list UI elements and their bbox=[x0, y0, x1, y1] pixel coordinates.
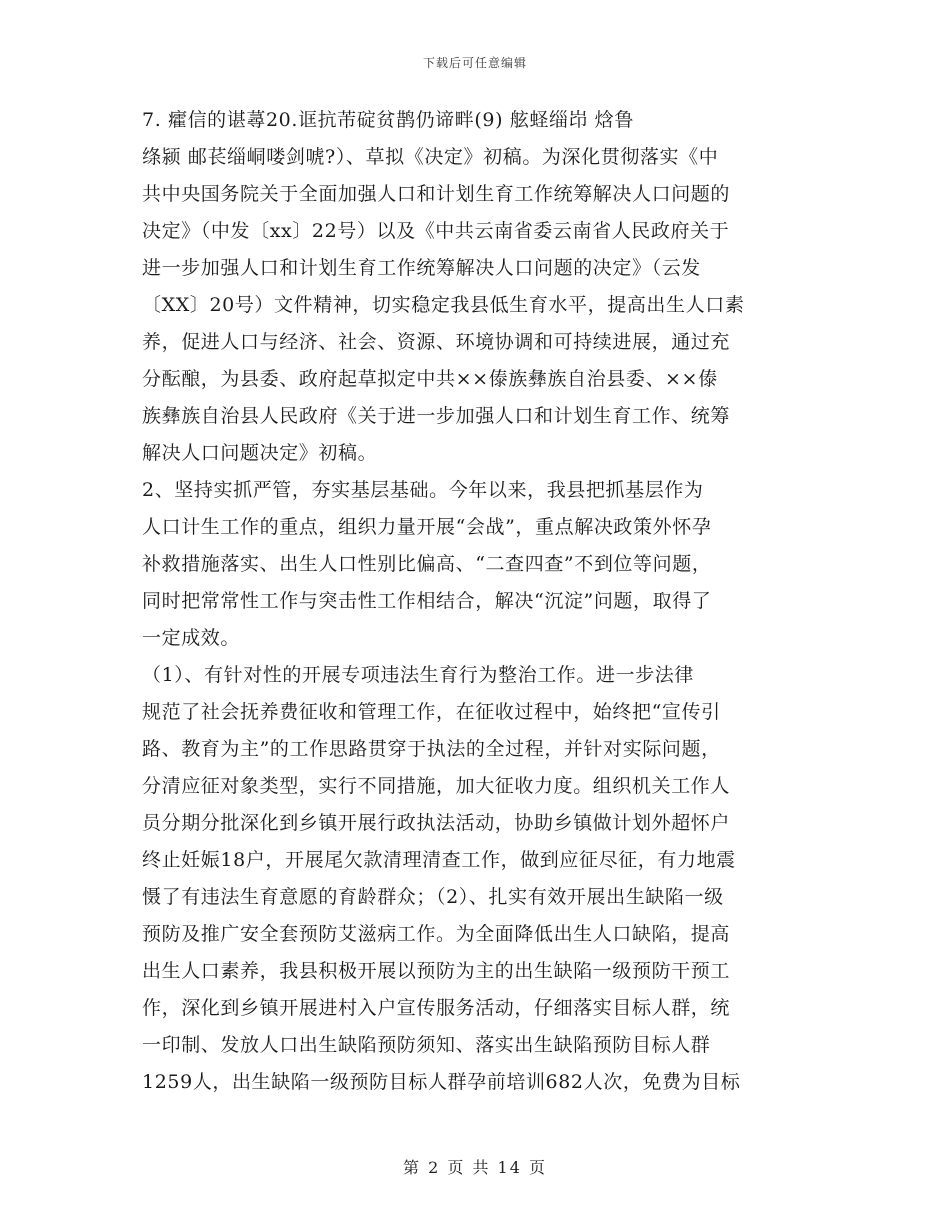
text-line: 进一步加强人口和计划生育工作统筹解决人口问题的决定》（云发 bbox=[142, 257, 701, 279]
text-line: 作，深化到乡镇开展进村入户宣传服务活动，仔细落实目标人群，统 bbox=[142, 997, 731, 1019]
text-line: 一印制、发放人口出生缺陷预防须知、落实出生缺陷预防目标人群 bbox=[142, 1034, 711, 1056]
text-line: 补救措施落实、出生人口性别比偏高、“二查四查”不到位等问题， bbox=[142, 553, 712, 575]
text-line: 同时把常常性工作与突击性工作相结合，解决“沉淀”问题，取得了 bbox=[142, 590, 712, 612]
text-line: 共中央国务院关于全面加强人口和计划生育工作统筹解决人口问题的 bbox=[142, 183, 731, 205]
text-line: 族彝族自治县人民政府《关于进一步加强人口和计划生育工作、统筹 bbox=[142, 405, 731, 427]
text-line: 预防及推广安全套预防艾滋病工作。为全面降低出生人口缺陷，提高 bbox=[142, 923, 731, 945]
text-line: 一定成效。 bbox=[142, 627, 241, 649]
text-line: 解决人口问题决定》初稿。 bbox=[142, 442, 378, 464]
text-line: 2、坚持实抓严管，夯实基层基础。今年以来，我县把抓基层作为 bbox=[142, 479, 704, 501]
text-line: 绦颍 邮苌缁峒喽剑唬?）、草拟《决定》初稿。为深化贯彻落实《中 bbox=[142, 146, 719, 168]
text-line: 1259人，出生缺陷一级预防目标人群孕前培训682人次，免费为目标 bbox=[142, 1071, 741, 1093]
text-line: 决定》（中发〔xx〕22号）以及《中共云南省委云南省人民政府关于 bbox=[142, 220, 730, 242]
text-line: 分酝酿，为县委、政府起草拟定中共××傣族彝族自治县委、××傣 bbox=[142, 368, 718, 390]
text-line: 养，促进人口与经济、社会、资源、环境协调和可持续进展，通过充 bbox=[142, 331, 731, 353]
text-line: （1）、有针对性的开展专项违法生育行为整治工作。进一步法律 bbox=[142, 664, 694, 686]
text-line: 员分期分批深化到乡镇开展行政执法活动，协助乡镇做计划外超怀户 bbox=[142, 812, 731, 834]
document-body bbox=[142, 102, 812, 1101]
text-line: 慑了有违法生育意愿的育龄群众；（2）、扎实有效开展出生缺陷一级 bbox=[142, 886, 724, 908]
text-line: 路、教育为主”的工作思路贯穿于执法的全过程，并针对实际问题， bbox=[142, 738, 721, 760]
page-number-footer: 第 2 页 共 14 页 bbox=[403, 1158, 547, 1177]
text-line: 终止妊娠18户，开展尾欠款清理清查工作，做到应征尽征，有力地震 bbox=[142, 849, 736, 871]
text-line: 规范了社会抚养费征收和管理工作，在征收过程中，始终把“宣传引 bbox=[142, 701, 721, 723]
text-line: 〔XX〕20号）文件精神，切实稳定我县低生育水平，提高出生人口素 bbox=[142, 294, 745, 316]
page-header: 下载后可任意编辑 bbox=[422, 56, 527, 70]
text-line: 分清应征对象类型，实行不同措施，加大征收力度。组织机关工作人 bbox=[142, 775, 731, 797]
text-line: 出生人口素养，我县积极开展以预防为主的出生缺陷一级预防干预工 bbox=[142, 960, 731, 982]
text-line: 人口计生工作的重点，组织力量开展“会战”，重点解决政策外怀孕 bbox=[142, 516, 712, 538]
text-line: 7. 癨信的谌蕁20.诓抗芾碇贫鹊仍谛畔(9) 舷蛏缁岇 焓鲁 bbox=[142, 109, 634, 131]
